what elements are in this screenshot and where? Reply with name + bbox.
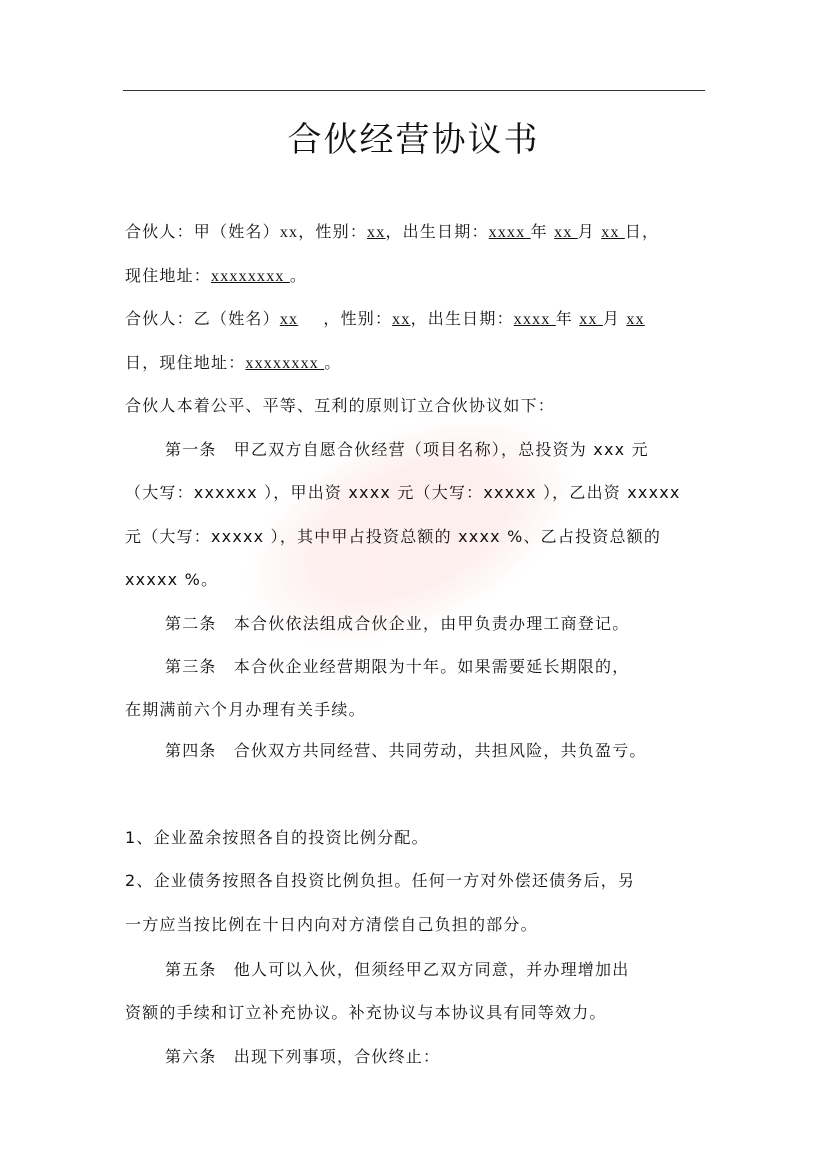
article-5: 第五条 他人可以入伙，但须经甲乙双方同意，并办理增加出 [165, 960, 630, 979]
article-1-cont: （大写：xxxxxx ），甲出资 xxxx 元（大写：xxxxx ），乙出资 xxxxx [125, 483, 681, 502]
preamble: 合伙人本着公平、平等、互利的原则订立合伙协议如下： [125, 396, 556, 415]
article-3-cont: 在期满前六个月办理有关手续。 [125, 700, 366, 719]
article-4-item-2-cont: 一方应当按比例在十日内向对方清偿自己负担的部分。 [125, 915, 538, 934]
partner-b-line: 合伙人：乙（姓名）xx ，性别：xx，出生日期：xxxx 年 xx 月 xx [125, 309, 645, 328]
article-1-cont: 元（大写：xxxxx ），其中甲占投资总额的 xxxx %、乙占投资总额的 [125, 527, 662, 546]
article-2: 第二条 本合伙依法组成合伙企业，由甲负责办理工商登记。 [165, 614, 630, 633]
article-1-cont: xxxxx %。 [125, 570, 219, 589]
article-4: 第四条 合伙双方共同经营、共同劳动，共担风险，共负盈亏。 [165, 741, 647, 760]
header-rule [123, 90, 705, 91]
document-title: 合伙经营协议书 [287, 120, 540, 160]
article-1: 第一条 甲乙双方自愿合伙经营（项目名称），总投资为 xxx 元 [165, 440, 649, 459]
partner-a-address: 现住地址：xxxxxxxx 。 [125, 266, 308, 285]
article-3: 第三条 本合伙企业经营期限为十年。如果需要延长期限的， [165, 657, 630, 676]
article-4-item-2: 2、企业债务按照各自投资比例负担。任何一方对外偿还债务后，另 [125, 871, 636, 890]
partner-a-line: 合伙人：甲（姓名）xx，性别：xx，出生日期：xxxx 年 xx 月 xx 日， [125, 222, 660, 241]
article-6: 第六条 出现下列事项，合伙终止： [165, 1047, 441, 1066]
partner-b-address: 日，现住地址：xxxxxxxx 。 [125, 353, 342, 372]
article-5-cont: 资额的手续和订立补充协议。补充协议与本协议具有同等效力。 [125, 1003, 607, 1022]
article-4-item-1: 1、企业盈余按照各自的投资比例分配。 [125, 828, 429, 847]
